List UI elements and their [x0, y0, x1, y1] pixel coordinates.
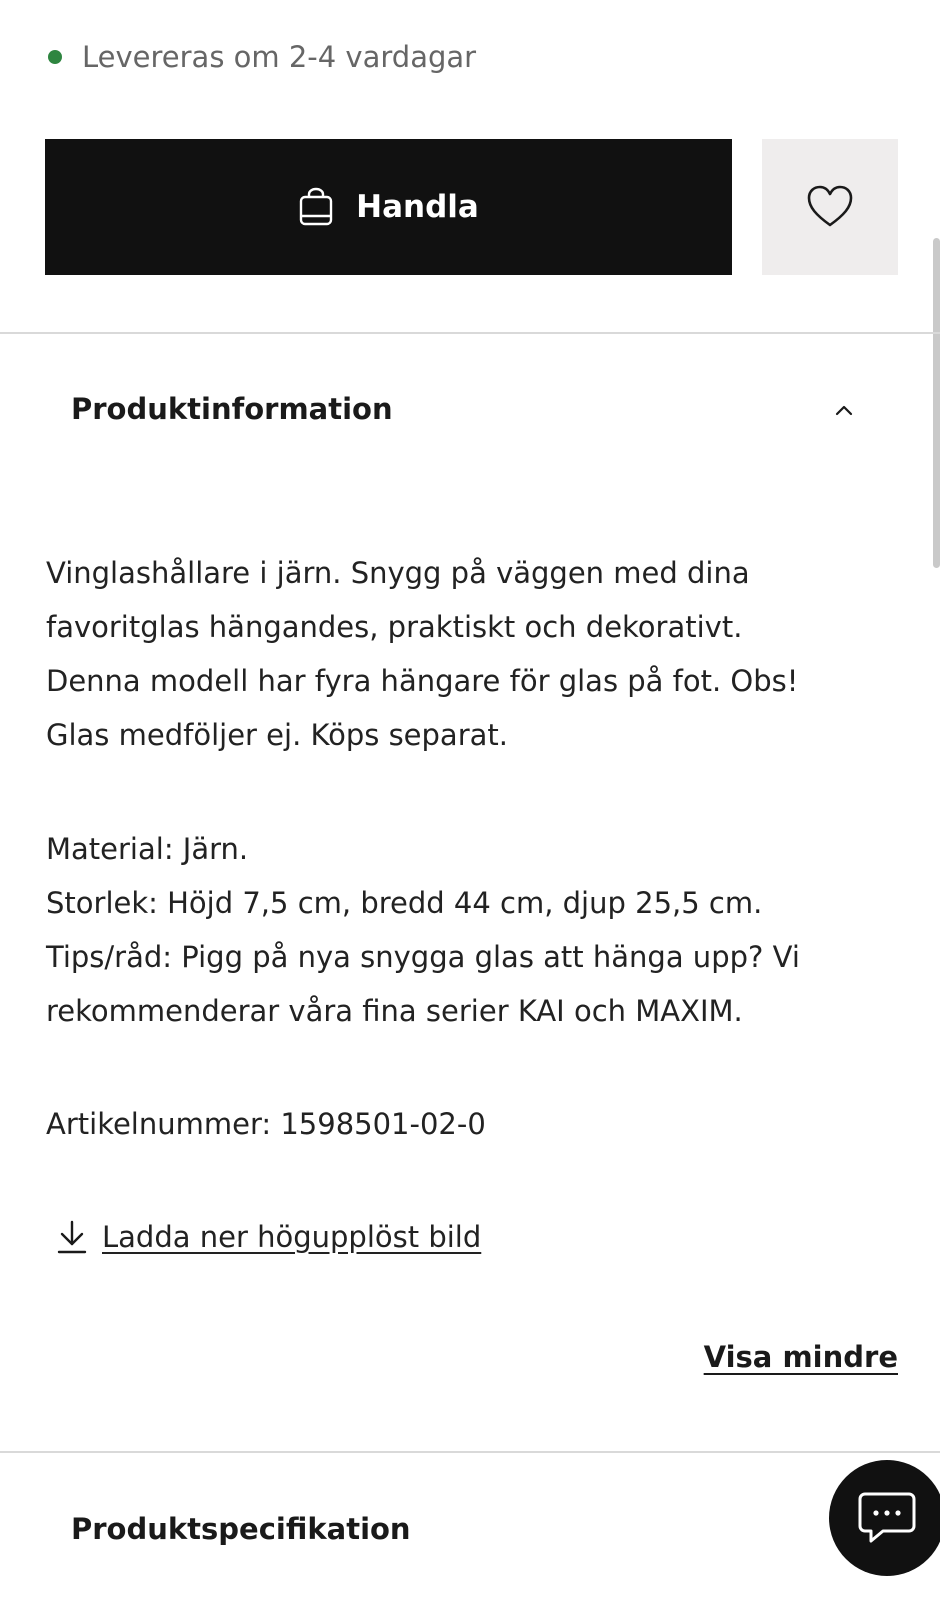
- description-line: Denna modell har fyra hängare för glas på fot. Obs!: [46, 664, 799, 698]
- download-link-label: Ladda ner högupplöst bild: [102, 1220, 482, 1254]
- favorite-button[interactable]: [762, 139, 898, 275]
- delivery-status-text: Levereras om 2-4 vardagar: [82, 40, 477, 74]
- product-info-header[interactable]: Produktinformation: [71, 392, 393, 426]
- shopping-bag-icon: [298, 187, 334, 227]
- divider: [0, 332, 940, 334]
- product-spec-header[interactable]: Produktspecifikation: [71, 1512, 411, 1546]
- download-icon: [56, 1220, 88, 1254]
- description-line: Glas medföljer ej. Köps separat.: [46, 718, 508, 752]
- product-description: [46, 546, 896, 762]
- buy-button-label: Handla: [356, 189, 479, 225]
- article-number: Artikelnummer: 1598501-02-0: [46, 1107, 486, 1141]
- spec-line: Storlek: Höjd 7,5 cm, bredd 44 cm, djup 25,5 cm.: [46, 886, 763, 920]
- delivery-status: [48, 40, 476, 74]
- status-dot-icon: [48, 50, 62, 64]
- show-less-link[interactable]: Visa mindre: [703, 1340, 898, 1374]
- product-specs: [46, 822, 896, 1038]
- divider: [0, 1451, 940, 1453]
- download-image-link[interactable]: [56, 1220, 481, 1254]
- chevron-up-icon[interactable]: [832, 398, 856, 422]
- heart-icon: [806, 185, 854, 229]
- chat-bubble-icon: [857, 1490, 917, 1546]
- buy-button[interactable]: [45, 139, 732, 275]
- spec-line: Tips/råd: Pigg på nya snygga glas att hänga upp? Vi: [46, 940, 800, 974]
- scrollbar[interactable]: [933, 238, 940, 568]
- description-line: Vinglashållare i järn. Snygg på väggen med dina: [46, 556, 750, 590]
- spec-line: rekommenderar våra fina serier KAI och MAXIM.: [46, 994, 743, 1028]
- description-line: favoritglas hängandes, praktiskt och dekorativt.: [46, 610, 743, 644]
- spec-line: Material: Järn.: [46, 832, 249, 866]
- chat-button[interactable]: [829, 1460, 940, 1576]
